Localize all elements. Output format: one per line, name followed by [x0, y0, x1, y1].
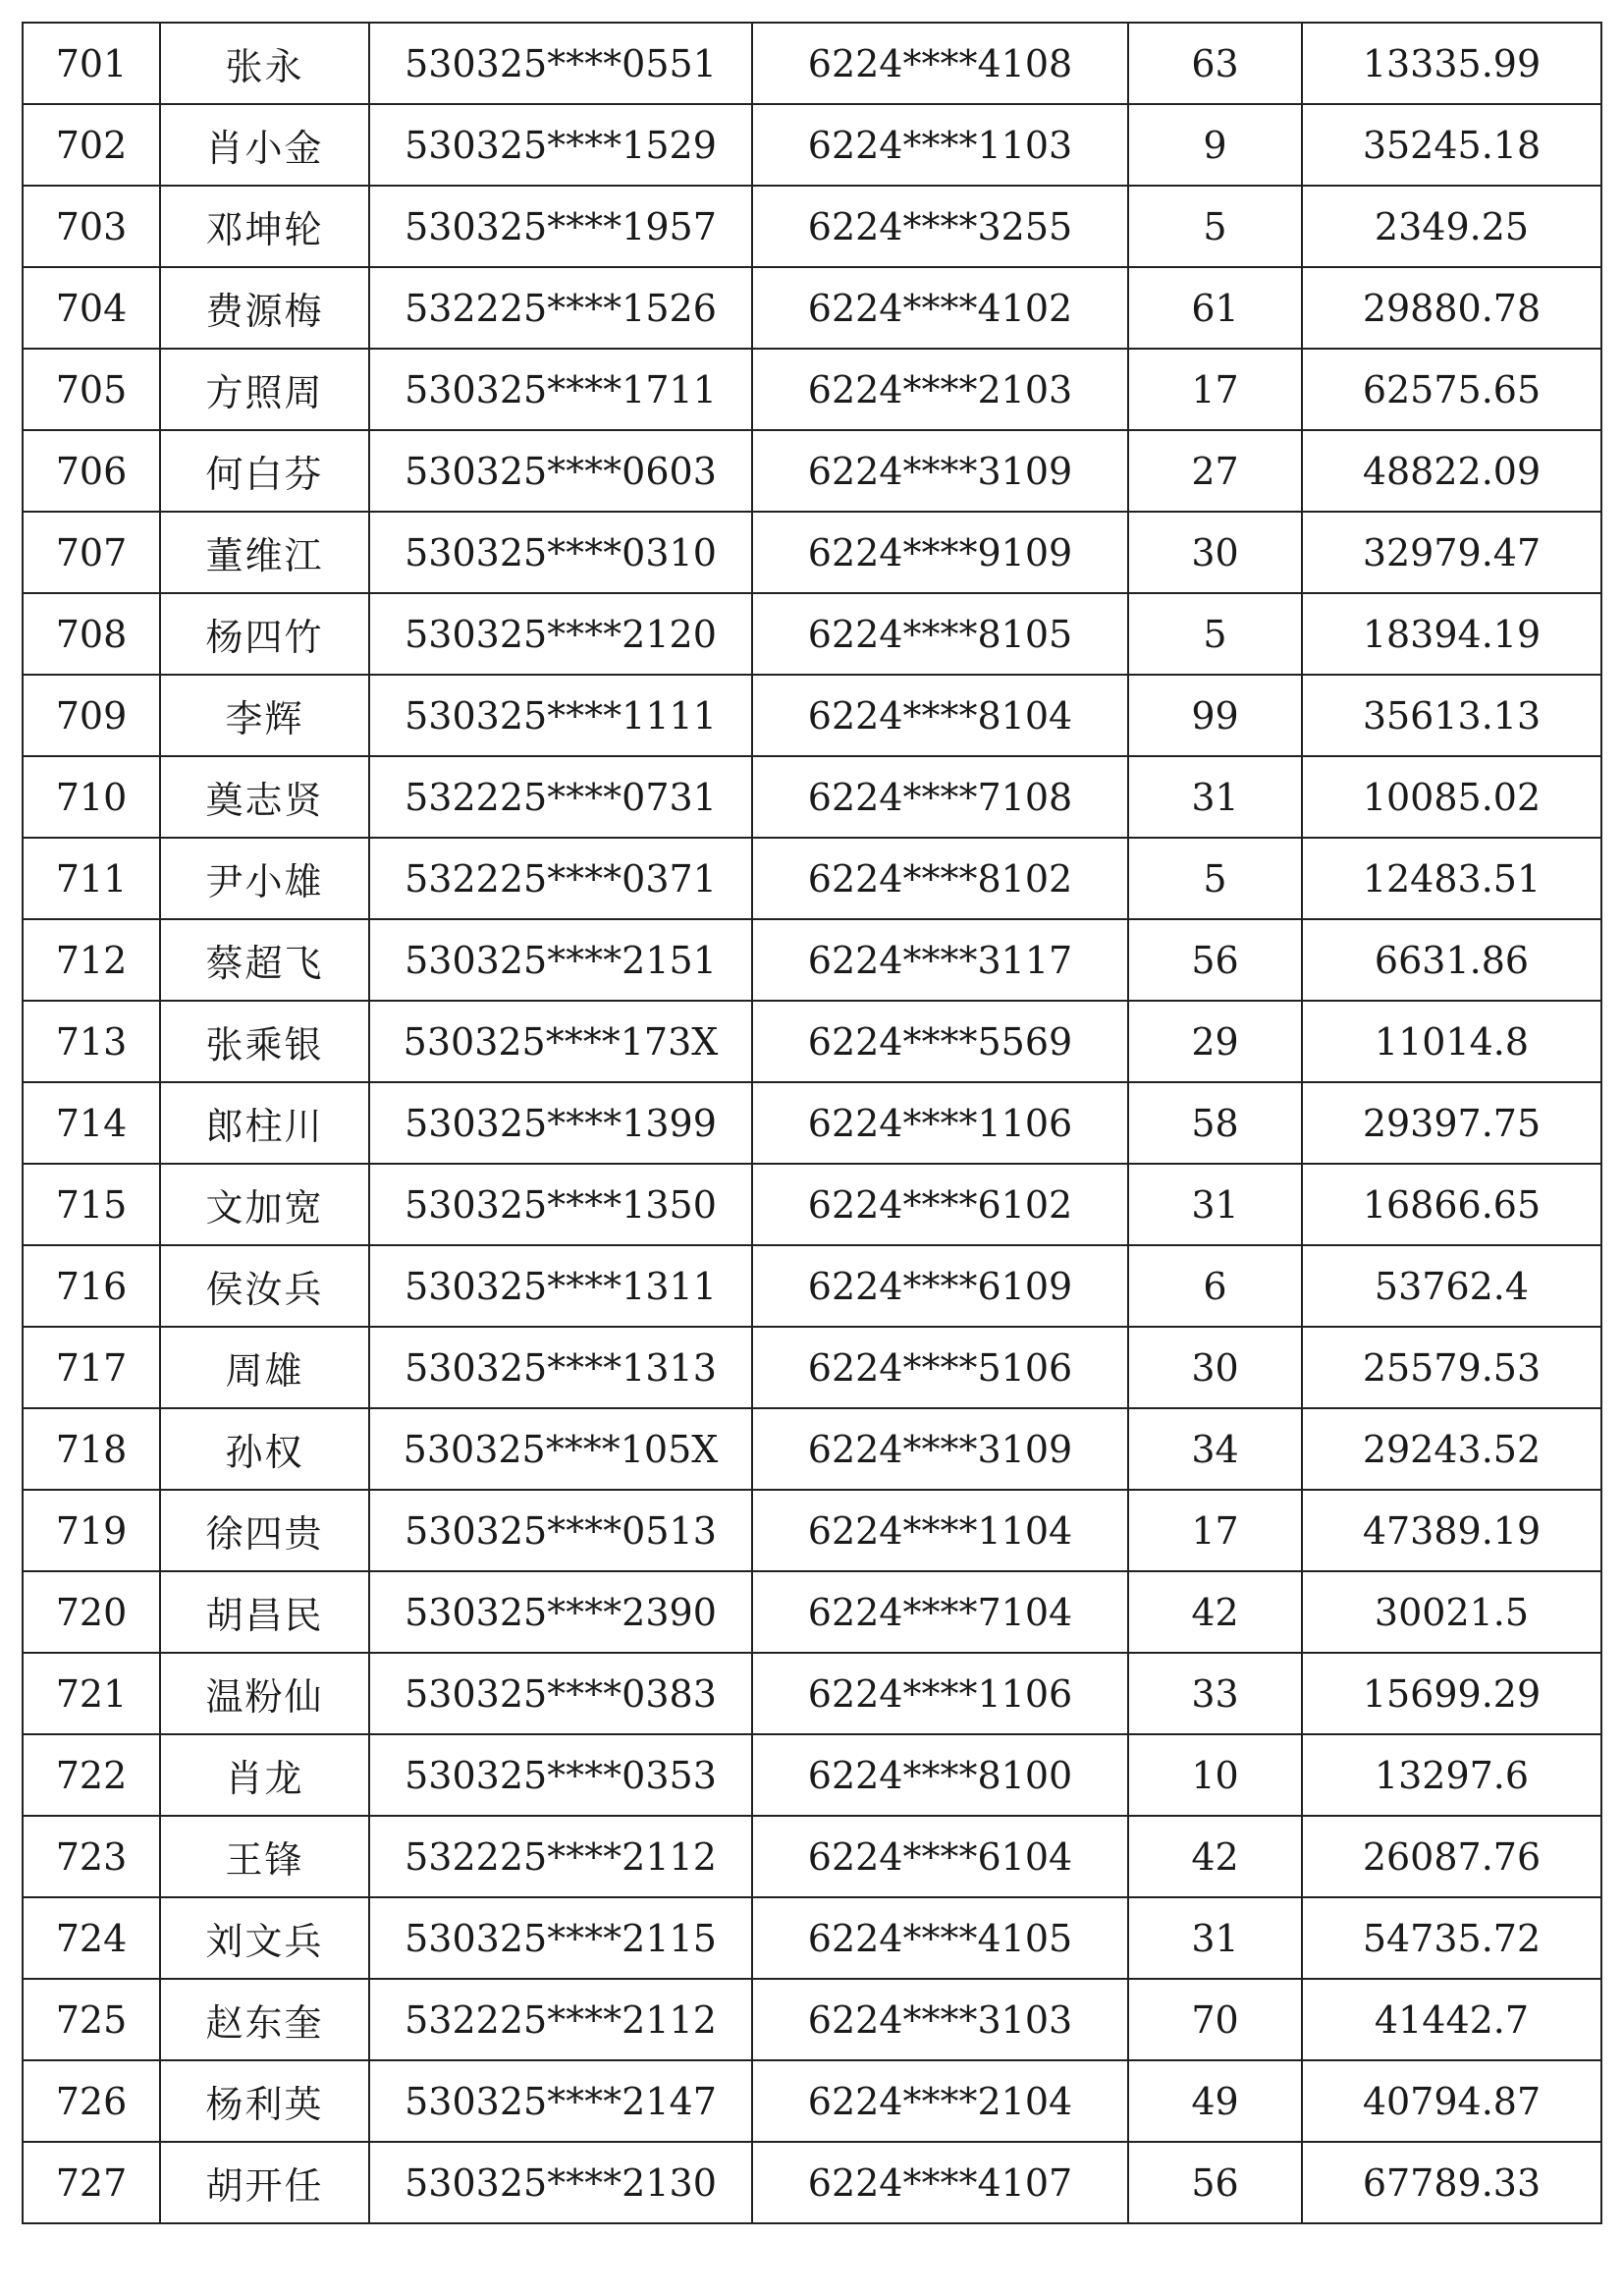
table-row: [23, 1490, 1601, 1571]
table-row: [23, 1082, 1601, 1164]
bank-card-cell: 6224****8100: [752, 1734, 1128, 1816]
bank-card-cell: 6224****3255: [752, 186, 1128, 267]
roster-table: [22, 22, 1602, 2224]
row-number-cell: 711: [23, 838, 160, 919]
amount-cell: 30021.5: [1302, 1571, 1601, 1653]
row-number-cell: 720: [23, 1571, 160, 1653]
quantity-cell: 30: [1128, 1327, 1302, 1408]
bank-card-cell: 6224****2104: [752, 2060, 1128, 2142]
bank-card-cell: 6224****5569: [752, 1001, 1128, 1082]
bank-card-cell: 6224****6102: [752, 1164, 1128, 1245]
row-number-cell: 705: [23, 349, 160, 430]
id-number-cell: 530325****2115: [369, 1897, 752, 1979]
bank-card-cell: 6224****1103: [752, 104, 1128, 186]
bank-card-cell: 6224****3117: [752, 919, 1128, 1001]
row-number-cell: 715: [23, 1164, 160, 1245]
amount-cell: 54735.72: [1302, 1897, 1601, 1979]
quantity-cell: 42: [1128, 1571, 1302, 1653]
id-number-cell: 530325****2390: [369, 1571, 752, 1653]
table-row: [23, 675, 1601, 756]
bank-card-cell: 6224****4102: [752, 267, 1128, 349]
quantity-cell: 5: [1128, 186, 1302, 267]
bank-card-cell: 6224****1104: [752, 1490, 1128, 1571]
person-name-cell: 方照周: [160, 349, 369, 430]
table-row: [23, 104, 1601, 186]
quantity-cell: 31: [1128, 756, 1302, 838]
amount-cell: 29397.75: [1302, 1082, 1601, 1164]
quantity-cell: 56: [1128, 2142, 1302, 2223]
person-name-cell: 蔡超飞: [160, 919, 369, 1001]
person-name-cell: 杨四竹: [160, 593, 369, 675]
bank-card-cell: 6224****3109: [752, 430, 1128, 512]
table-row: [23, 512, 1601, 593]
amount-cell: 62575.65: [1302, 349, 1601, 430]
table-row: [23, 430, 1601, 512]
quantity-cell: 63: [1128, 23, 1302, 104]
row-number-cell: 727: [23, 2142, 160, 2223]
quantity-cell: 31: [1128, 1164, 1302, 1245]
person-name-cell: 徐四贵: [160, 1490, 369, 1571]
row-number-cell: 709: [23, 675, 160, 756]
table-row: [23, 349, 1601, 430]
id-number-cell: 532225****1526: [369, 267, 752, 349]
table-row: [23, 2142, 1601, 2223]
quantity-cell: 56: [1128, 919, 1302, 1001]
person-name-cell: 周雄: [160, 1327, 369, 1408]
table-row: [23, 23, 1601, 104]
table-row: [23, 1897, 1601, 1979]
quantity-cell: 61: [1128, 267, 1302, 349]
amount-cell: 15699.29: [1302, 1653, 1601, 1734]
row-number-cell: 726: [23, 2060, 160, 2142]
person-name-cell: 侯汝兵: [160, 1245, 369, 1327]
person-name-cell: 肖小金: [160, 104, 369, 186]
bank-card-cell: 6224****3109: [752, 1408, 1128, 1490]
table-row: [23, 1653, 1601, 1734]
person-name-cell: 杨利英: [160, 2060, 369, 2142]
person-name-cell: 胡开任: [160, 2142, 369, 2223]
row-number-cell: 718: [23, 1408, 160, 1490]
amount-cell: 2349.25: [1302, 186, 1601, 267]
row-number-cell: 707: [23, 512, 160, 593]
quantity-cell: 42: [1128, 1816, 1302, 1897]
id-number-cell: 530325****2120: [369, 593, 752, 675]
amount-cell: 25579.53: [1302, 1327, 1601, 1408]
table-row: [23, 2060, 1601, 2142]
table-row: [23, 1001, 1601, 1082]
bank-card-cell: 6224****8104: [752, 675, 1128, 756]
table-row: [23, 267, 1601, 349]
row-number-cell: 722: [23, 1734, 160, 1816]
row-number-cell: 725: [23, 1979, 160, 2060]
bank-card-cell: 6224****8102: [752, 838, 1128, 919]
row-number-cell: 706: [23, 430, 160, 512]
id-number-cell: 530325****0513: [369, 1490, 752, 1571]
quantity-cell: 30: [1128, 512, 1302, 593]
table-row: [23, 838, 1601, 919]
id-number-cell: 530325****1311: [369, 1245, 752, 1327]
id-number-cell: 530325****2130: [369, 2142, 752, 2223]
id-number-cell: 532225****0731: [369, 756, 752, 838]
table-row: [23, 1979, 1601, 2060]
bank-card-cell: 6224****6104: [752, 1816, 1128, 1897]
quantity-cell: 17: [1128, 1490, 1302, 1571]
person-name-cell: 刘文兵: [160, 1897, 369, 1979]
bank-card-cell: 6224****1106: [752, 1082, 1128, 1164]
id-number-cell: 530325****2147: [369, 2060, 752, 2142]
id-number-cell: 530325****1957: [369, 186, 752, 267]
person-name-cell: 文加宽: [160, 1164, 369, 1245]
person-name-cell: 李辉: [160, 675, 369, 756]
bank-card-cell: 6224****4107: [752, 2142, 1128, 2223]
id-number-cell: 530325****173X: [369, 1001, 752, 1082]
table-row: [23, 1571, 1601, 1653]
person-name-cell: 肖龙: [160, 1734, 369, 1816]
id-number-cell: 530325****1111: [369, 675, 752, 756]
id-number-cell: 530325****1350: [369, 1164, 752, 1245]
amount-cell: 11014.8: [1302, 1001, 1601, 1082]
table-row: [23, 1327, 1601, 1408]
quantity-cell: 58: [1128, 1082, 1302, 1164]
quantity-cell: 10: [1128, 1734, 1302, 1816]
amount-cell: 53762.4: [1302, 1245, 1601, 1327]
amount-cell: 29880.78: [1302, 267, 1601, 349]
row-number-cell: 721: [23, 1653, 160, 1734]
table-row: [23, 1408, 1601, 1490]
person-name-cell: 胡昌民: [160, 1571, 369, 1653]
amount-cell: 18394.19: [1302, 593, 1601, 675]
person-name-cell: 何白芬: [160, 430, 369, 512]
amount-cell: 48822.09: [1302, 430, 1601, 512]
amount-cell: 47389.19: [1302, 1490, 1601, 1571]
person-name-cell: 费源梅: [160, 267, 369, 349]
row-number-cell: 724: [23, 1897, 160, 1979]
quantity-cell: 17: [1128, 349, 1302, 430]
person-name-cell: 赵东奎: [160, 1979, 369, 2060]
amount-cell: 6631.86: [1302, 919, 1601, 1001]
bank-card-cell: 6224****2103: [752, 349, 1128, 430]
table-row: [23, 919, 1601, 1001]
person-name-cell: 张永: [160, 23, 369, 104]
row-number-cell: 723: [23, 1816, 160, 1897]
bank-card-cell: 6224****6109: [752, 1245, 1128, 1327]
bank-card-cell: 6224****5106: [752, 1327, 1128, 1408]
id-number-cell: 530325****1399: [369, 1082, 752, 1164]
id-number-cell: 530325****105X: [369, 1408, 752, 1490]
id-number-cell: 530325****0353: [369, 1734, 752, 1816]
table-row: [23, 1245, 1601, 1327]
row-number-cell: 719: [23, 1490, 160, 1571]
quantity-cell: 6: [1128, 1245, 1302, 1327]
amount-cell: 16866.65: [1302, 1164, 1601, 1245]
person-name-cell: 孙权: [160, 1408, 369, 1490]
id-number-cell: 530325****2151: [369, 919, 752, 1001]
bank-card-cell: 6224****4108: [752, 23, 1128, 104]
bank-card-cell: 6224****8105: [752, 593, 1128, 675]
person-name-cell: 奠志贤: [160, 756, 369, 838]
person-name-cell: 尹小雄: [160, 838, 369, 919]
amount-cell: 26087.76: [1302, 1816, 1601, 1897]
amount-cell: 35245.18: [1302, 104, 1601, 186]
row-number-cell: 716: [23, 1245, 160, 1327]
id-number-cell: 530325****0551: [369, 23, 752, 104]
id-number-cell: 530325****0383: [369, 1653, 752, 1734]
person-name-cell: 温粉仙: [160, 1653, 369, 1734]
id-number-cell: 532225****2112: [369, 1979, 752, 2060]
person-name-cell: 郎柱川: [160, 1082, 369, 1164]
id-number-cell: 530325****1711: [369, 349, 752, 430]
quantity-cell: 31: [1128, 1897, 1302, 1979]
row-number-cell: 703: [23, 186, 160, 267]
id-number-cell: 530325****1313: [369, 1327, 752, 1408]
row-number-cell: 702: [23, 104, 160, 186]
bank-card-cell: 6224****3103: [752, 1979, 1128, 2060]
amount-cell: 67789.33: [1302, 2142, 1601, 2223]
quantity-cell: 27: [1128, 430, 1302, 512]
quantity-cell: 34: [1128, 1408, 1302, 1490]
bank-card-cell: 6224****7104: [752, 1571, 1128, 1653]
amount-cell: 10085.02: [1302, 756, 1601, 838]
quantity-cell: 49: [1128, 2060, 1302, 2142]
amount-cell: 12483.51: [1302, 838, 1601, 919]
quantity-cell: 5: [1128, 593, 1302, 675]
bank-card-cell: 6224****7108: [752, 756, 1128, 838]
amount-cell: 35613.13: [1302, 675, 1601, 756]
row-number-cell: 717: [23, 1327, 160, 1408]
quantity-cell: 9: [1128, 104, 1302, 186]
table-row: [23, 1164, 1601, 1245]
document-page: [22, 22, 1600, 2224]
row-number-cell: 710: [23, 756, 160, 838]
bank-card-cell: 6224****1106: [752, 1653, 1128, 1734]
person-name-cell: 王锋: [160, 1816, 369, 1897]
table-row: [23, 756, 1601, 838]
table-row: [23, 1734, 1601, 1816]
person-name-cell: 邓坤轮: [160, 186, 369, 267]
quantity-cell: 70: [1128, 1979, 1302, 2060]
person-name-cell: 张乘银: [160, 1001, 369, 1082]
bank-card-cell: 6224****4105: [752, 1897, 1128, 1979]
amount-cell: 13335.99: [1302, 23, 1601, 104]
roster-table-body: [23, 23, 1601, 2223]
row-number-cell: 701: [23, 23, 160, 104]
id-number-cell: 530325****1529: [369, 104, 752, 186]
row-number-cell: 704: [23, 267, 160, 349]
quantity-cell: 5: [1128, 838, 1302, 919]
amount-cell: 29243.52: [1302, 1408, 1601, 1490]
amount-cell: 40794.87: [1302, 2060, 1601, 2142]
person-name-cell: 董维江: [160, 512, 369, 593]
table-row: [23, 186, 1601, 267]
amount-cell: 41442.7: [1302, 1979, 1601, 2060]
bank-card-cell: 6224****9109: [752, 512, 1128, 593]
id-number-cell: 530325****0603: [369, 430, 752, 512]
table-row: [23, 1816, 1601, 1897]
row-number-cell: 714: [23, 1082, 160, 1164]
quantity-cell: 29: [1128, 1001, 1302, 1082]
row-number-cell: 713: [23, 1001, 160, 1082]
row-number-cell: 712: [23, 919, 160, 1001]
amount-cell: 13297.6: [1302, 1734, 1601, 1816]
quantity-cell: 99: [1128, 675, 1302, 756]
amount-cell: 32979.47: [1302, 512, 1601, 593]
id-number-cell: 530325****0310: [369, 512, 752, 593]
row-number-cell: 708: [23, 593, 160, 675]
table-row: [23, 593, 1601, 675]
id-number-cell: 532225****0371: [369, 838, 752, 919]
quantity-cell: 33: [1128, 1653, 1302, 1734]
id-number-cell: 532225****2112: [369, 1816, 752, 1897]
